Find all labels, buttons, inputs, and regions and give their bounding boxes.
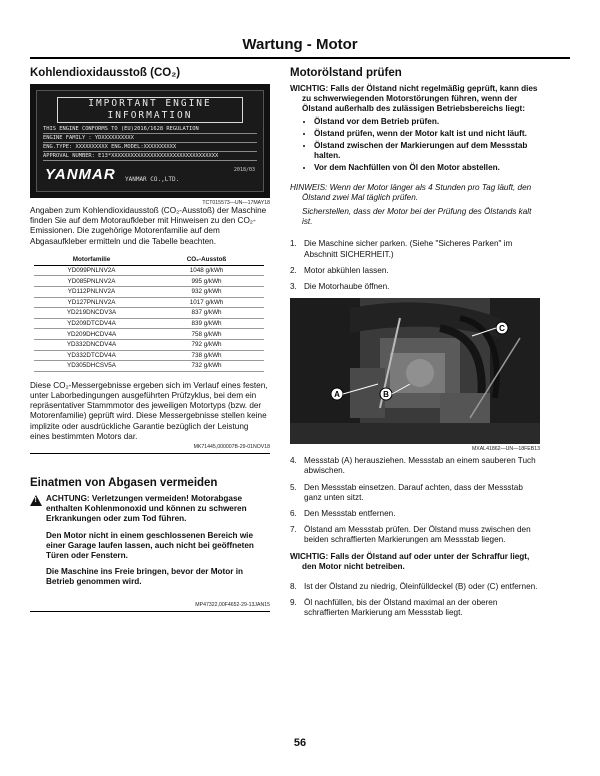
warning-text: ACHTUNG: Verletzungen vermeiden! Motorabgase enthalten Kohlenmonoxid und können zu schweren Erkrankungen oder zum Tod führen.	[46, 493, 247, 524]
warning-text: Die Maschine ins Freie bringen, bevor der Motor in Betrieb genommen wird.	[46, 567, 243, 587]
steps-group	[290, 456, 540, 545]
oil-section-title: Motorölstand prüfen	[290, 67, 402, 79]
co2-value-cell: 837 g/kWh	[149, 308, 264, 319]
image-reference: TCT015573—UN—17MAY18	[202, 200, 270, 206]
steps-group	[290, 582, 540, 619]
list-item: • Vor dem Nachfüllen von Öl den Motor abstellen.	[314, 163, 540, 173]
engine-family-cell: YD332DTCDV4A	[34, 350, 149, 361]
label-line: APPROVAL NUMBER: E13*XXXXXXXXXXXXXXXXXXXXXXXXXXXXXXXXX	[43, 152, 257, 161]
hint-note: HINWEIS: Wenn der Motor länger als 4 Stunden pro Tag läuft, den Ölstand zwei Mal täglich prüfen.	[290, 182, 532, 202]
page-number: 56	[293, 737, 307, 749]
table-row	[34, 287, 264, 298]
co2-value-cell: 732 g/kWh	[149, 361, 264, 372]
engine-family-cell: YD219DNCDV3A	[34, 308, 149, 319]
table-row	[34, 297, 264, 308]
label-line: ENGINE FAMILY : YDXXXXXXXXXX	[43, 134, 257, 143]
step-item: 3. Die Motorhaube öffnen.	[290, 282, 390, 292]
label-heading: IMPORTANT ENGINE INFORMATION	[57, 97, 243, 123]
table-row	[34, 308, 264, 319]
list-item: • Ölstand prüfen, wenn der Motor kalt ist und nicht läuft.	[314, 129, 540, 139]
co2-doc-reference: MK71445,000007B-29-01NOV18	[193, 443, 270, 450]
co2-value-cell: 1017 g/kWh	[149, 297, 264, 308]
co2-value-cell: 932 g/kWh	[149, 287, 264, 298]
co2-value-cell: 839 g/kWh	[149, 318, 264, 329]
engine-info-label-image	[30, 84, 270, 198]
step-item: 2. Motor abkühlen lassen.	[290, 265, 389, 275]
warning-triangle-icon	[30, 495, 42, 506]
yanmar-logo: YANMAR	[45, 166, 116, 183]
header-rule	[30, 57, 570, 59]
co2-intro-text: Angaben zum Kohlendioxidausstoß (CO₂-Ausstoß) der Maschine finden Sie auf dem Motoraufkleber mit Hinweisen zu den CO₂-Emissionen. Die zugehörige Motorenfamilie auf dem Abgasaufkleber ermitteln und die Tabelle beachten.	[30, 206, 267, 246]
co2-table	[34, 255, 264, 372]
important-note: WICHTIG: Falls der Ölstand auf oder unter der Schraffur liegt, den Motor nicht betreiben.	[290, 551, 530, 571]
important-note: WICHTIG: Falls der Ölstand nicht regelmäßig geprüft, kann dies zu schwerwiegenden Motorstörungen führen, wenn der Ölstand außerhalb des zulässigen Betriebsbereichs liegt:	[290, 84, 538, 114]
step-item: 5. Den Messstab einsetzen. Darauf achten, dass der Messstab ganz unten sitzt.	[290, 482, 523, 502]
label-company: YANMAR CO.,LTD.	[125, 176, 180, 183]
left-column	[30, 66, 270, 612]
callout-c-label: C	[499, 324, 505, 334]
co2-value-cell: 995 g/kWh	[149, 276, 264, 287]
engine-family-cell: YD127PNLNV2A	[34, 297, 149, 308]
step-item: 4. Messstab (A) herausziehen. Messstab an einem sauberen Tuch abwischen.	[290, 456, 536, 476]
table-header-family: Motorfamilie	[34, 255, 149, 266]
step-item: 6. Den Messstab entfernen.	[290, 509, 396, 519]
engine-family-cell: YD085PNLNV2A	[34, 276, 149, 287]
step-item: 8. Ist der Ölstand zu niedrig, Öleinfülldeckel (B) oder (C) entfernen.	[290, 582, 538, 592]
engine-compartment-photo	[290, 298, 540, 444]
co2-outro-text: Diese CO₂-Messergebnisse ergeben sich im Verlauf eines festen, unter Laborbedingungen ausgeführten Prüfzyklus, bei dem ein repräsentativer Stammmotor des jeweiligen Motortyps (bzw. der Motorenfamilie) geprüft wird. Diese Messergebnisse stellen keine implizite oder ausdrückliche Garantie bezüglich der Leistung eines bestimmten Motors dar.	[30, 380, 268, 441]
label-date: 2018/03	[233, 167, 255, 173]
engine-family-cell: YD209DTCDV4A	[34, 318, 149, 329]
engine-family-cell: YD099PNLNV2A	[34, 265, 149, 276]
exhaust-doc-reference: MP47322,00F4652-29-13JAN15	[195, 601, 270, 608]
exhaust-section-title: Einatmen von Abgasen vermeiden	[30, 476, 218, 489]
list-item: • Ölstand vor dem Betrieb prüfen.	[314, 117, 540, 127]
co2-value-cell: 1048 g/kWh	[149, 265, 264, 276]
step-item: 7. Ölstand am Messstab prüfen. Der Ölstand muss zwischen den beiden schraffierten Markierungen am Messstab liegen.	[290, 525, 531, 545]
co2-section-title: Kohlendioxidausstoß (CO₂)	[30, 67, 181, 79]
table-row	[34, 339, 264, 350]
photo-reference: MXAL41862—UN—18FEB13	[471, 446, 540, 453]
hint-note: Sicherstellen, dass der Motor bei der Prüfung des Ölstands kalt ist.	[302, 207, 532, 227]
label-line: THIS ENGINE CONFORMS TO (EU)2016/1628 REGULATION	[43, 125, 257, 134]
list-item: • Ölstand zwischen der Markierungen auf dem Messstab halten.	[314, 141, 540, 161]
engine-family-cell: YD209DHCDV4A	[34, 329, 149, 340]
exhaust-warning	[30, 494, 270, 588]
table-row	[34, 276, 264, 287]
engine-family-cell: YD112PNLNV2A	[34, 287, 149, 298]
oil-bullets	[290, 117, 540, 174]
co2-value-cell: 758 g/kWh	[149, 329, 264, 340]
right-column	[290, 66, 540, 625]
engine-family-cell: YD305DHCSV5A	[34, 361, 149, 372]
warning-text: Den Motor nicht in einem geschlossenen Bereich wie einer Garage laufen lassen, auch nicht bei geöffneten Türen oder Fenstern.	[46, 530, 254, 560]
table-row	[34, 361, 264, 372]
page-header-title: Wartung - Motor	[242, 36, 358, 53]
engine-family-cell: YD332DNCDV4A	[34, 339, 149, 350]
callout-a-label: A	[334, 390, 340, 400]
co2-value-cell: 738 g/kWh	[149, 350, 264, 361]
table-header-co2: CO₂-Ausstoß	[149, 255, 264, 266]
callout-b-label: B	[383, 390, 389, 400]
section-separator	[30, 611, 270, 612]
table-row	[34, 329, 264, 340]
step-item: 1. Die Maschine sicher parken. (Siehe "Sicheres Parken" im Abschnitt SICHERHEIT.)	[290, 239, 513, 259]
table-row	[34, 318, 264, 329]
table-row	[34, 350, 264, 361]
label-line: ENG.TYPE: XXXXXXXXXX ENG.MODEL:XXXXXXXXXX	[43, 143, 257, 152]
section-separator	[30, 453, 270, 454]
co2-value-cell: 792 g/kWh	[149, 339, 264, 350]
step-item: 9. Öl nachfüllen, bis der Ölstand maximal an der oberen schraffierten Markierung am Messstab liegt.	[290, 598, 498, 618]
table-row	[34, 265, 264, 276]
steps-group	[290, 239, 540, 292]
